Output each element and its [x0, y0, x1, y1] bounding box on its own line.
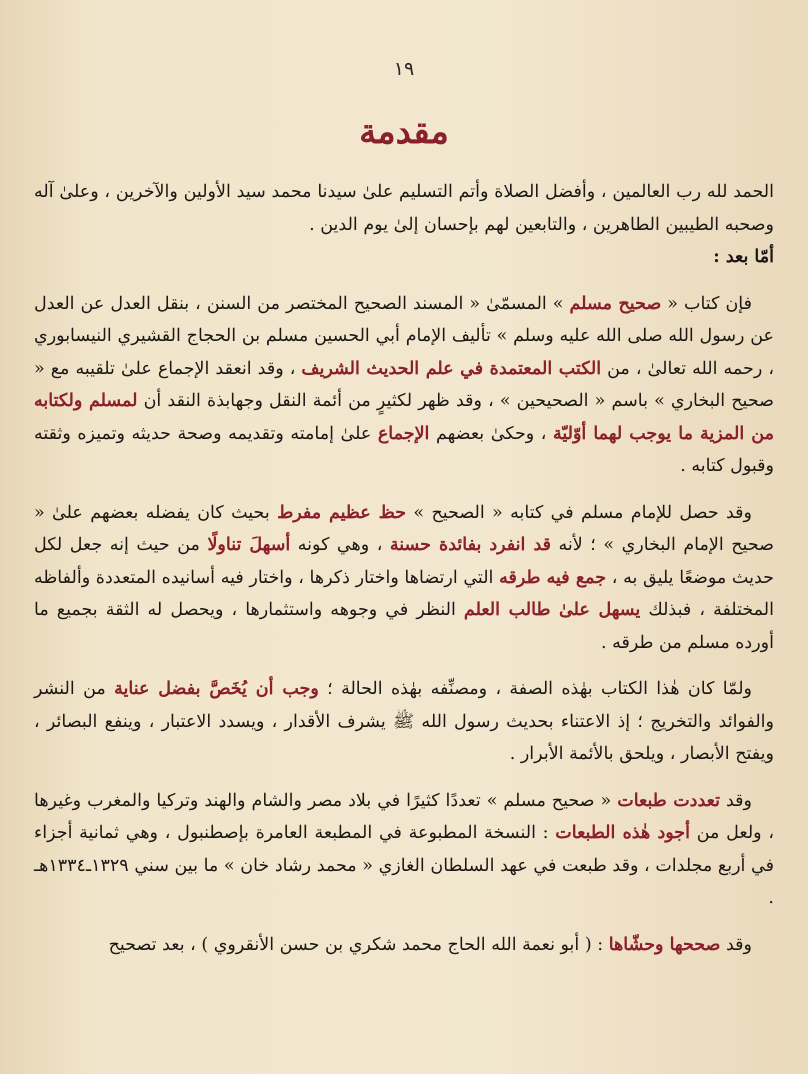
highlighted-phrase: أجود هٰذه الطبعات [555, 823, 690, 843]
text-run: : النسخة المطبوعة في المطبعة العامرة بإصطنبول ، وهي ثمانية أجزاء في أربع مجلدات ، وقد طبعت في عهد السلطان الغازي « محمد رشاد خان » ما بين سني ١٣٢٩ـ١٣٣٤هـ . [34, 823, 774, 908]
paragraph-5 [34, 673, 774, 771]
paragraph-4 [34, 497, 774, 660]
page-title: مقدمة [359, 112, 449, 152]
highlighted-phrase: جمع فيه طرقه [499, 567, 607, 588]
text-run: : ( أبو نعمة الله الحاج محمد شكري بن حسن الأنقروي ) ، بعد تصحيح [108, 934, 609, 955]
text-run: « صحيح مسلم » تعددًا كثيرًا في بلاد مصر والشام والهند وتركيا والمغرب وغيرها ، ولعل من [34, 790, 775, 843]
text-run: بحيث كان يفضله بعضهم علىٰ « صحيح الإمام البخاري » ؛ لأنه [34, 502, 774, 555]
text-run: ، وهي كونه [290, 535, 390, 555]
text-run: ولمّا كان هٰذا الكتاب بهٰذه الصفة ، ومصنِّفه بهٰذه الحالة ؛ [318, 679, 752, 699]
text-run: وقد [720, 934, 752, 955]
text-run: فإن كتاب « [661, 293, 752, 314]
text-run: أمّا بعد : [713, 247, 774, 267]
highlighted-phrase: وجب أن يُخَصَّ بفضل عناية [114, 679, 319, 699]
highlighted-phrase: أسهلَ تناولًا [207, 535, 291, 555]
highlighted-phrase: حظ عظيم مفرط [277, 502, 407, 523]
highlighted-phrase: الإجماع [377, 423, 430, 444]
highlighted-phrase: الكتب المعتمدة في علم الحديث الشريف [301, 358, 602, 379]
paragraph-1 [34, 176, 774, 241]
highlighted-phrase: لمسلم ولكتابه من المزية ما يوجب لهما أوّليّة [34, 391, 774, 444]
text-run: النظر في وجوهه واستثمارها ، ويحصل له الثقة بجميع ما أورده مسلم من طرقه . [34, 600, 774, 653]
page-number: ١٩ [393, 58, 415, 80]
text-run: وقد حصل للإمام مسلم في كتابه « الصحيح » [406, 502, 752, 523]
text-run: ، وحكىٰ بعضهم [429, 423, 553, 444]
paragraph-7 [34, 929, 774, 962]
text-run: وقد [719, 790, 752, 811]
text-run: الحمد لله رب العالمين ، وأفضل الصلاة وأتم التسليم علىٰ سيدنا محمد سيد الأولين والآخرين ، وعلىٰ آله وصحبه الطيبين الطاهرين ، والتابعين لهم بإحسان إلىٰ يوم الدين . [34, 182, 774, 235]
highlighted-phrase: قد انفرد بفائدة حسنة [389, 535, 551, 555]
highlighted-phrase: يسهل علىٰ طالب العلم [463, 600, 641, 620]
paragraph-6 [34, 785, 774, 915]
highlighted-phrase: صحيح مسلم [569, 293, 662, 314]
text-run: علىٰ إمامته وتقديمه وصحة حديثه وتميزه وثقته وقبول كتابه . [34, 423, 774, 476]
text-run: » المسمّىٰ « المسند الصحيح المختصر من السنن ، بنقل العدل عن العدل عن رسول الله صلى الله عليه وسلم » تأليف الإمام أبي الحسين مسلم بن الحجاج القشيري النيسابوري ، رحمه الله تعالىٰ ، من [34, 293, 774, 379]
text-run: من النشر والفوائد والتخريج ؛ إذ الاعتناء بحديث رسول الله ﷺ يشرف الأقدار ، ويسدد الاعتبار ، وينفع البصائر ، ويفتح الأبصار ، ويلحق بالأئمة الأبرار . [34, 679, 774, 764]
text-run: التي ارتضاها واختار ذكرها ، واختار فيه أسانيده المتعددة وألفاظه المختلفة ، فبذلك [34, 567, 774, 620]
paragraph-3 [34, 288, 774, 483]
body-text [34, 176, 774, 961]
text-run: ، وقد انعقد الإجماع علىٰ تلقيبه مع « صحيح البخاري » باسم « الصحيحين » ، وقد ظهر لكثيرٍ من أئمة النقل وجهابذة النقد أن [34, 358, 774, 411]
highlighted-phrase: تعددت طبعات [617, 790, 720, 811]
highlighted-phrase: صححها وحشّاها [608, 934, 721, 955]
text-run: من حيث إنه جعل لكل حديث موضعًا يليق به ، [34, 535, 774, 588]
paragraph-2 [34, 241, 774, 274]
